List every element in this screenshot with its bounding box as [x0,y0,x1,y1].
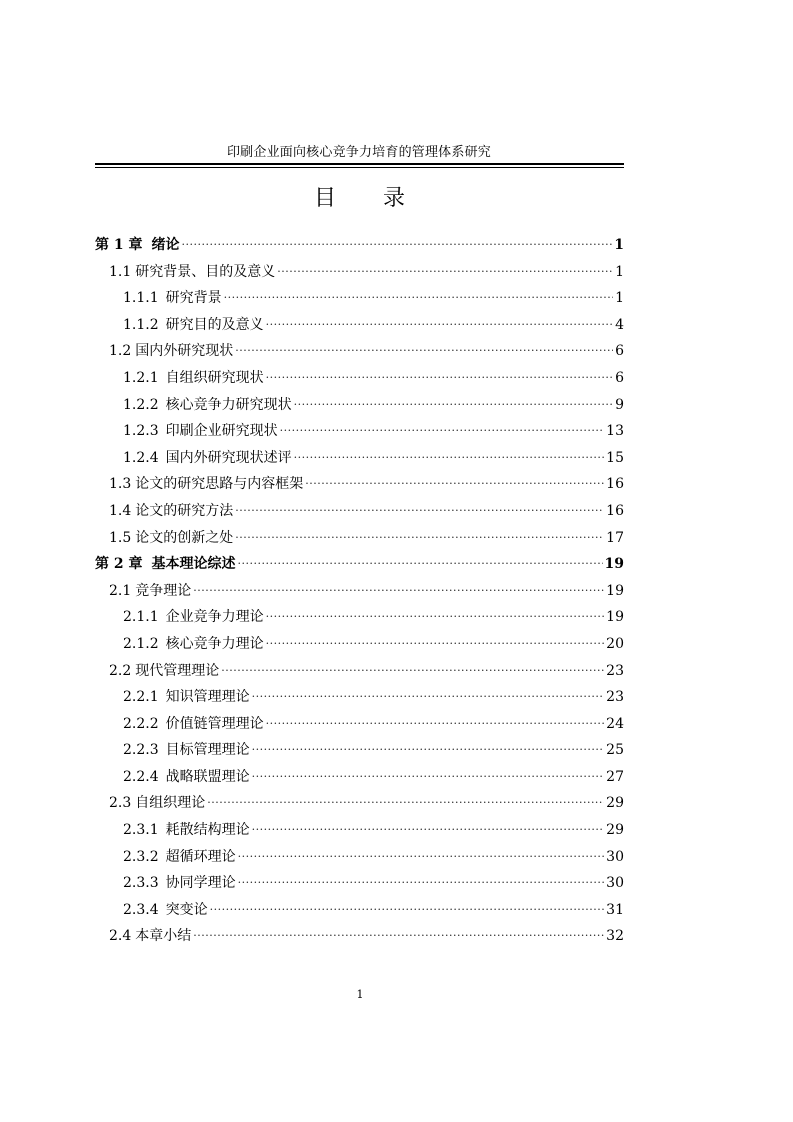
toc-dot-leader [266,604,605,631]
header-rule-thin [95,167,624,168]
toc-entry-number: 2.3.2 [123,848,159,865]
toc-entry-number: 2.1.1 [123,609,159,626]
toc-entry-number: 1.2.4 [123,449,159,466]
toc-entry-title: 论文的创新之处 [135,529,234,546]
toc-dot-leader [266,631,605,658]
toc-entry-number: 第 2 章 [95,556,143,573]
toc-entry-number: 第 1 章 [95,237,143,253]
toc-subsection-entry[interactable] [95,312,624,339]
toc-entry-number: 1.1.1 [123,290,159,307]
toc-entry-title: 耗散结构理论 [165,822,250,839]
toc-entry-number: 2.1 [109,582,132,599]
toc-entry-page: 1 [615,290,624,307]
toc-entry-number: 2.3.4 [123,901,159,918]
toc-entry-number: 1.5 [109,529,132,546]
toc-entry-page: 20 [606,635,624,652]
toc-entry-title: 印刷企业研究现状 [165,423,278,440]
toc-dot-leader [266,312,613,339]
toc-dot-leader [238,870,605,897]
toc-entry-number: 1.3 [109,476,132,493]
toc-section-entry[interactable] [95,658,624,685]
toc-entry-number: 2.3 [109,795,132,812]
toc-entry-page: 1 [614,237,624,253]
toc-entry-number: 2.4 [109,928,132,945]
toc-entry-title: 本章小结 [135,928,192,945]
toc-dot-leader [238,844,605,871]
toc-entry-number: 1.1 [109,263,132,280]
toc-subsection-entry[interactable] [95,844,624,871]
running-header: 印刷企业面向核心竞争力培育的管理体系研究 [226,145,491,160]
toc-entry-title: 现代管理理论 [135,662,220,679]
toc-subsection-entry[interactable] [95,392,624,419]
toc-entry-page: 17 [606,529,624,546]
toc-entry-page: 1 [615,263,624,280]
toc-entry-page: 6 [615,343,624,360]
toc-entry-number: 1.1.2 [123,316,159,333]
toc-entry-page: 13 [606,423,624,440]
toc-entry-number: 2.2.2 [123,715,159,732]
toc-entry-page: 27 [606,768,624,785]
toc-entry-title: 核心竞争力研究现状 [165,396,292,413]
table-of-contents [95,232,624,950]
toc-subsection-entry[interactable] [95,604,624,631]
toc-entry-title: 绪论 [151,237,180,253]
toc-dot-leader [277,259,613,286]
toc-subsection-entry[interactable] [95,817,624,844]
toc-entry-title: 价值链管理理论 [165,715,264,732]
toc-entry-page: 24 [606,715,624,732]
toc-entry-page: 29 [606,795,624,812]
toc-entry-number: 2.1.2 [123,635,159,652]
toc-entry-title: 知识管理理论 [165,689,250,706]
toc-entry-page: 6 [615,369,624,386]
toc-entry-title: 协同学理论 [165,875,236,892]
toc-entry-title: 论文的研究思路与内容框架 [135,476,304,493]
toc-entry-page: 9 [615,396,624,413]
toc-dot-leader [182,232,613,259]
header-rule-thick [95,163,624,165]
toc-section-entry[interactable] [95,525,624,552]
toc-entry-title: 自组织理论 [135,795,206,812]
toc-entry-title: 战略联盟理论 [165,768,250,785]
toc-section-entry[interactable] [95,790,624,817]
toc-entry-page: 16 [606,502,624,519]
toc-entry-page: 19 [604,556,624,573]
toc-entry-title: 竞争理论 [135,582,192,599]
toc-entry-number: 2.2.3 [123,742,159,759]
toc-entry-title: 研究背景、目的及意义 [135,263,276,280]
toc-entry-number: 1.2.2 [123,396,159,413]
toc-entry-page: 31 [606,901,624,918]
toc-entry-page: 23 [606,662,624,679]
toc-entry-number: 1.2.3 [123,423,159,440]
toc-dot-leader [235,338,613,365]
toc-subsection-entry[interactable] [95,897,624,924]
toc-entry-title: 企业竞争力理论 [165,609,264,626]
toc-entry-number: 1.2.1 [123,369,159,386]
toc-entry-number: 2.2 [109,662,132,679]
toc-entry-page: 16 [606,476,624,493]
toc-entry-number: 2.3.1 [123,822,159,839]
toc-section-entry[interactable] [95,338,624,365]
toc-subsection-entry[interactable] [95,418,624,445]
toc-dot-leader [193,578,604,605]
toc-chapter-entry[interactable] [95,232,624,259]
toc-subsection-entry[interactable] [95,365,624,392]
toc-section-entry[interactable] [95,471,624,498]
toc-entry-page: 4 [615,316,624,333]
toc-dot-leader [266,365,613,392]
toc-entry-page: 19 [606,609,624,626]
toc-entry-title: 自组织研究现状 [165,369,264,386]
toc-title: 目 录 [314,186,425,211]
toc-entry-page: 15 [606,449,624,466]
toc-subsection-entry[interactable] [95,631,624,658]
toc-section-entry[interactable] [95,923,624,950]
toc-entry-title: 研究目的及意义 [165,316,264,333]
toc-subsection-entry[interactable] [95,285,624,312]
toc-subsection-entry[interactable] [95,870,624,897]
toc-subsection-entry[interactable] [95,445,624,472]
toc-subsection-entry[interactable] [95,711,624,738]
toc-dot-leader [235,525,604,552]
toc-dot-leader [252,684,605,711]
page-number: 1 [356,988,364,1001]
toc-entry-page: 30 [606,848,624,865]
toc-entry-title: 突变论 [165,901,208,918]
toc-dot-leader [294,392,613,419]
toc-entry-page: 23 [606,689,624,706]
toc-entry-page: 29 [606,822,624,839]
toc-dot-leader [294,445,605,472]
toc-dot-leader [266,711,605,738]
toc-section-entry[interactable] [95,259,624,286]
toc-entry-page: 19 [606,582,624,599]
toc-entry-number: 2.3.3 [123,875,159,892]
toc-dot-leader [238,551,603,578]
toc-entry-number: 2.2.4 [123,768,159,785]
toc-dot-leader [207,790,604,817]
toc-entry-title: 论文的研究方法 [135,502,234,519]
toc-entry-title: 基本理论综述 [151,556,236,573]
toc-entry-page: 25 [606,742,624,759]
toc-subsection-entry[interactable] [95,764,624,791]
toc-entry-number: 1.2 [109,343,132,360]
toc-dot-leader [252,764,605,791]
toc-subsection-entry[interactable] [95,737,624,764]
toc-entry-title: 目标管理理论 [165,742,250,759]
toc-dot-leader [221,658,604,685]
toc-entry-page: 32 [606,928,624,945]
toc-dot-leader [235,498,604,525]
toc-dot-leader [252,817,605,844]
toc-dot-leader [252,737,605,764]
toc-entry-title: 国内外研究现状 [135,343,234,360]
toc-entry-title: 研究背景 [165,290,222,307]
toc-entry-page: 30 [606,875,624,892]
toc-entry-title: 国内外研究现状述评 [165,449,292,466]
toc-dot-leader [193,923,604,950]
toc-dot-leader [224,285,613,312]
toc-chapter-entry[interactable] [95,551,624,578]
toc-entry-number: 2.2.1 [123,689,159,706]
toc-section-entry[interactable] [95,578,624,605]
toc-dot-leader [280,418,605,445]
toc-dot-leader [305,471,604,498]
toc-subsection-entry[interactable] [95,684,624,711]
toc-entry-number: 1.4 [109,502,132,519]
toc-entry-title: 超循环理论 [165,848,236,865]
toc-dot-leader [210,897,605,924]
toc-section-entry[interactable] [95,498,624,525]
toc-entry-title: 核心竞争力理论 [165,635,264,652]
